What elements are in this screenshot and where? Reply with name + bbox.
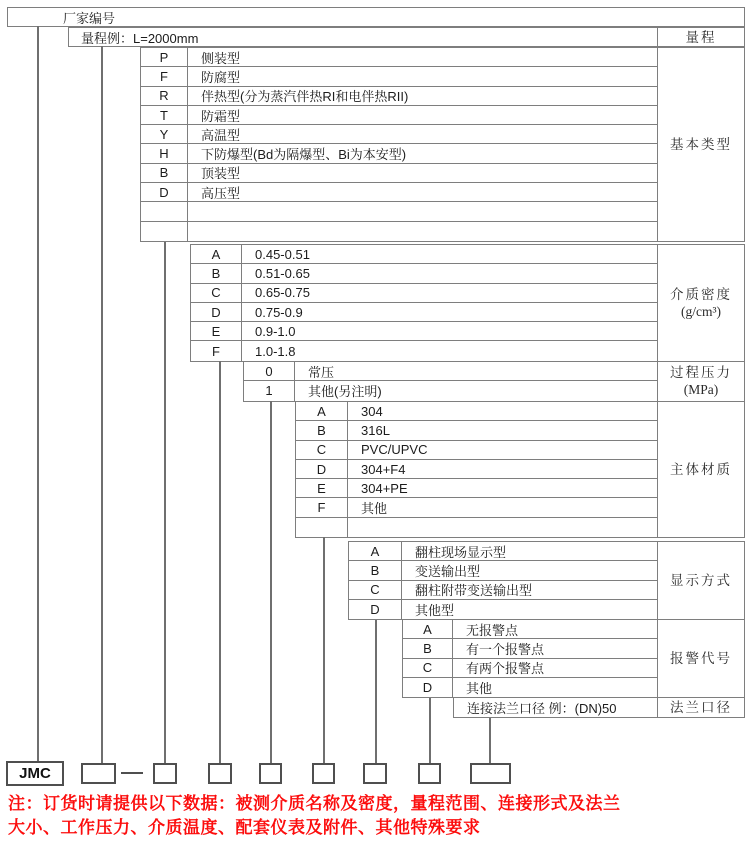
desc-cell: 304+F4 [361,461,406,477]
code-cell: F [191,341,242,360]
desc-cell: 防霜型 [201,108,241,124]
range-code-box [81,763,116,784]
code-cell [296,518,348,537]
table-row [141,144,657,163]
ordering-note [8,792,750,839]
display-code-box [363,763,387,784]
density-section [190,244,745,362]
dash-separator [121,772,143,774]
code-cell: C [296,441,348,459]
display-mode-label-text: 显示方式 [670,573,732,589]
table-row [141,87,657,106]
desc-cell: 0.51-0.65 [255,265,310,281]
range-example-text: 量程例：L=2000mm [81,30,199,46]
desc-cell: 防腐型 [201,69,241,85]
display-mode-label [657,542,744,619]
code-cell: F [296,498,348,516]
table-row [296,460,657,479]
material-code-box [312,763,335,784]
range-label: 量程 [657,28,744,46]
desc-cell: 有一个报警点 [466,641,545,657]
alarm-code-section [402,619,745,698]
code-cell: E [191,322,242,340]
alarm-code-box [418,763,441,784]
pressure-code-box [259,763,282,784]
desc-cell: 翻柱附带变送输出型 [415,583,533,599]
desc-cell: 伴热型(分为蒸汽伴热RI和电伴热RII) [201,89,409,105]
code-cell: B [349,561,402,579]
code-cell: D [349,600,402,619]
table-row [191,341,657,360]
alarm-code-label-text: 报警代号 [670,651,732,667]
desc-cell: 顶装型 [201,166,241,182]
desc-cell: 高压型 [201,185,241,201]
desc-cell: 有两个报警点 [466,661,545,677]
code-cell: F [141,67,188,85]
density-label [657,245,744,361]
code-cell: A [403,620,453,638]
connector-density-line [219,361,221,764]
alarm-code-label [657,620,744,697]
flange-size-section [453,697,745,718]
desc-cell: 变送输出型 [415,563,481,579]
table-row [296,479,657,498]
table-row [403,678,657,697]
desc-cell: 304 [361,403,383,419]
code-cell: T [141,106,188,124]
code-cell: C [349,581,402,599]
table-row [349,600,657,619]
ordering-note-line1: 注：订货时请提供以下数据：被测介质名称及密度，量程范围、连接形式及法兰 [8,794,621,813]
table-row [141,183,657,202]
connector-alarm-line [429,698,431,764]
table-row [349,581,657,600]
desc-cell: 其他型 [415,603,455,619]
code-cell: B [191,264,242,282]
connector-material-line [323,537,325,764]
display-mode-section [348,541,745,620]
desc-cell: 0.65-0.75 [255,285,310,301]
table-row-empty [141,202,657,221]
table-row [244,362,657,381]
desc-cell: 其他 [466,681,493,697]
code-cell: D [191,303,242,321]
flange-code-box [470,763,511,784]
table-row [296,421,657,440]
table-row-empty [296,518,657,537]
code-cell: A [191,245,242,263]
connector-pressure-line [270,401,272,764]
code-cell: H [141,144,188,162]
table-row [403,659,657,678]
table-row [296,402,657,421]
table-row [454,698,657,717]
basic-type-code-box [153,763,177,784]
table-row [141,106,657,125]
code-cell: P [141,48,188,66]
table-row [141,164,657,183]
model-prefix-text: JMC [19,765,51,782]
code-cell: E [296,479,348,497]
density-rows [191,245,657,361]
code-cell [141,222,188,241]
pressure-section [243,361,745,402]
table-row [191,264,657,283]
desc-cell: 其他 [361,501,388,517]
desc-cell: 连接法兰口径 例：(DN)50 [467,701,617,717]
table-row [403,620,657,639]
code-cell: A [296,402,348,420]
table-row [349,542,657,561]
desc-cell: 翻柱现场显示型 [415,544,507,560]
table-row [403,639,657,658]
code-cell: D [296,460,348,478]
code-cell: C [403,659,453,677]
ordering-note-line2: 大小、工作压力、介质温度、配套仪表及附件、其他特殊要求 [8,817,481,837]
desc-cell: 其他(另注明) [308,384,382,400]
material-label-text: 主体材质 [670,462,732,478]
table-row [244,381,657,400]
pressure-label [657,362,744,401]
factory-number-row [7,7,745,27]
pressure-rows [244,362,657,401]
basic-type-label-text: 基本类型 [670,136,732,152]
table-row [141,67,657,86]
code-cell: B [296,421,348,439]
code-cell: D [141,183,188,201]
code-cell: B [403,639,453,657]
table-row [296,498,657,517]
desc-cell: 304+PE [361,480,408,496]
desc-cell: 高温型 [201,127,241,143]
table-row [191,303,657,322]
desc-cell: 下防爆型(Bd为隔爆型、Bi为本安型) [201,147,407,163]
table-row [141,125,657,144]
table-row [296,441,657,460]
connector-flange-line [489,718,491,764]
pressure-unit-text: (MPa) [683,382,719,398]
density-unit-text: (g/cm³) [680,303,722,319]
connector-basic-type-line [164,242,166,764]
alarm-rows [403,620,657,697]
table-row [191,322,657,341]
model-prefix-box [6,761,64,786]
table-row-empty [141,222,657,241]
desc-cell: 1.0-1.8 [255,343,296,359]
desc-cell: 无报警点 [466,622,519,638]
code-cell: 0 [244,362,295,380]
basic-type-rows [141,48,657,241]
code-cell [141,202,188,220]
desc-cell: 0.9-1.0 [255,323,296,339]
code-cell: B [141,164,188,182]
table-row [141,48,657,67]
basic-type-label [657,48,744,241]
material-section [295,401,745,538]
code-cell: Y [141,125,188,143]
desc-cell: 0.45-0.51 [255,246,310,262]
table-row [191,284,657,303]
display-rows [349,542,657,619]
flange-size-label [657,698,744,717]
basic-type-section [140,47,745,242]
code-cell: D [403,678,453,697]
desc-cell: 常压 [308,364,335,380]
code-cell: 1 [244,381,295,400]
desc-cell: 侧装型 [201,50,241,66]
connector-factory-line [37,26,39,762]
flange-rows [454,698,657,717]
table-row [349,561,657,580]
pressure-label-text: 过程压力 [670,365,732,381]
table-row [191,245,657,264]
desc-cell: PVC/UPVC [361,442,428,458]
range-row [68,27,745,47]
code-cell: A [349,542,402,560]
desc-cell: 0.75-0.9 [255,304,303,320]
material-label [657,402,744,537]
connector-range-line [101,46,103,764]
code-cell: C [191,284,242,302]
material-rows [296,402,657,537]
flange-size-label-text: 法兰口径 [670,700,732,716]
connector-display-line [375,620,377,764]
code-cell: R [141,87,188,105]
density-label-text: 介质密度 [670,286,732,302]
density-code-box [208,763,232,784]
factory-number-label: 厂家编号 [63,10,116,26]
desc-cell: 316L [361,422,390,438]
